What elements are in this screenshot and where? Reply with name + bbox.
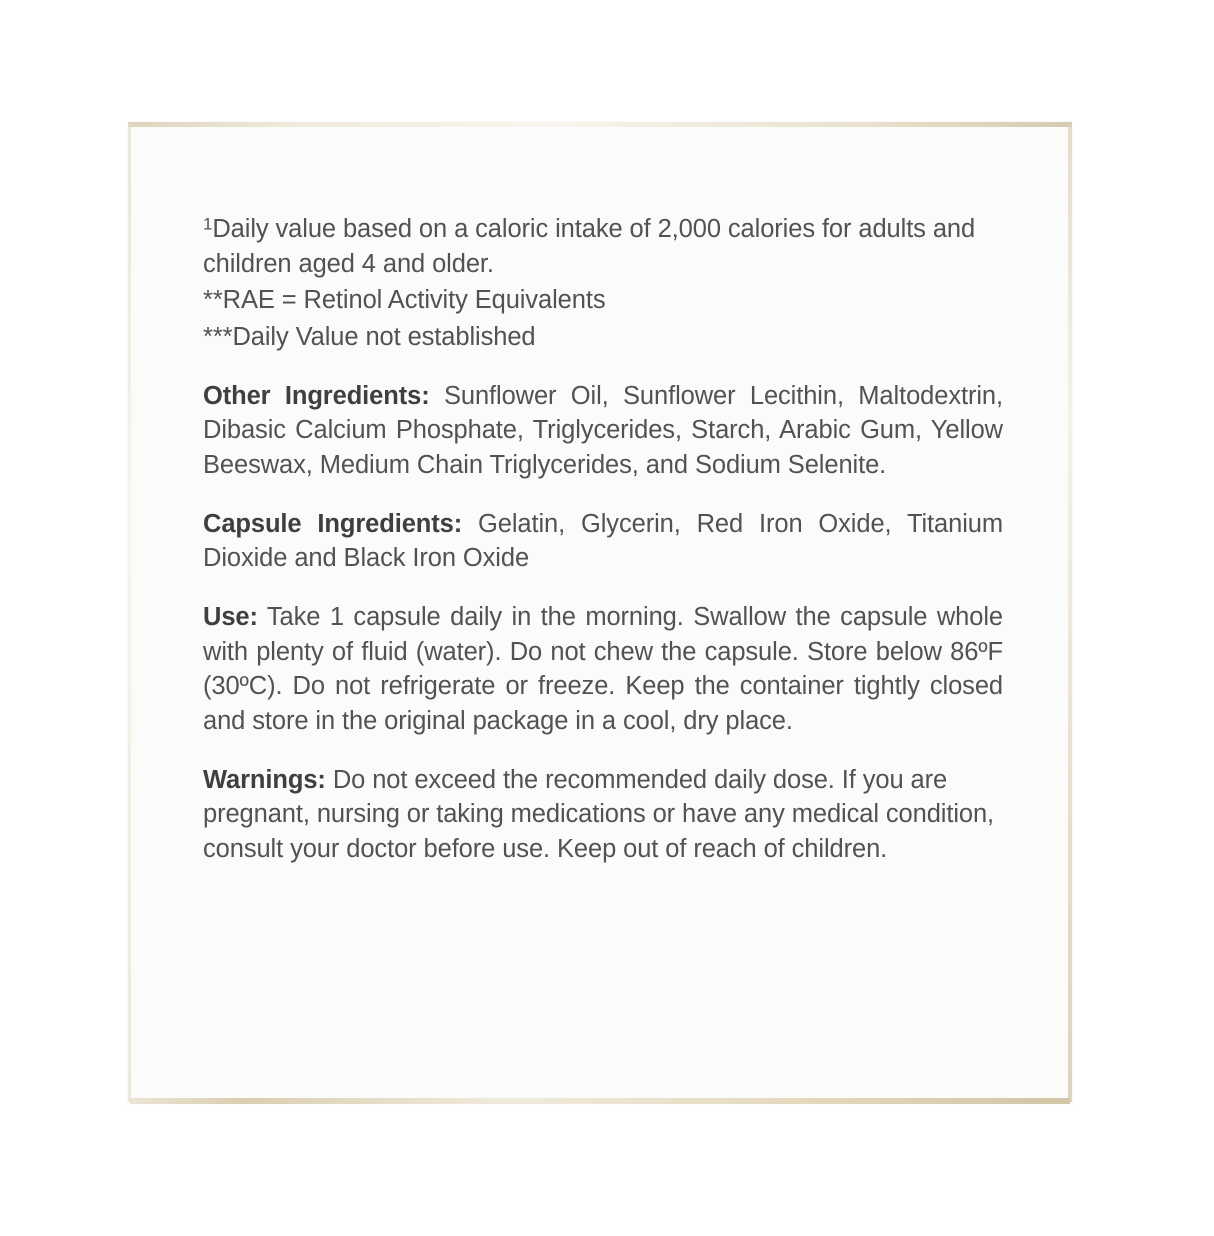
- footnotes-group: [203, 212, 1003, 355]
- section-use: [203, 600, 1003, 739]
- carton-right-edge: [1068, 124, 1072, 1102]
- section-other-ingredients-label: Other Ingredients:: [203, 381, 430, 410]
- section-warnings: [203, 763, 1003, 867]
- footnote-daily-value: [203, 212, 1003, 281]
- section-warnings-text: Do not exceed the recommended daily dose. If you are pregnant, nursing or taking medications or have any medical condition, consult your doctor before use. Keep out of reach of children.: [203, 765, 995, 864]
- carton-top-edge: [128, 122, 1072, 127]
- section-use-text: Take 1 capsule daily in the morning. Swallow the capsule whole with plenty of fluid (water). Do not chew the capsule. Store below 86ºF (30ºC). Do not refrigerate or freeze. Keep the container tightly closed and store in the original package in a cool, dry place.: [203, 603, 1003, 736]
- section-use-label: Use:: [203, 603, 258, 632]
- section-other-ingredients-text: Sunflower Oil, Sunflower Lecithin, Maltodextrin, Dibasic Calcium Phosphate, Triglycerides, Starch, Arabic Gum, Yellow Beeswax, Medium Chain Triglycerides, and Sodium Selenite.: [203, 381, 1003, 480]
- section-other-ingredients: [203, 379, 1003, 483]
- carton-bottom-edge: [130, 1098, 1070, 1104]
- carton-left-edge: [128, 124, 131, 1102]
- section-capsule-ingredients-text: Gelatin, Glycerin, Red Iron Oxide, Titanium Dioxide and Black Iron Oxide: [203, 509, 1003, 573]
- section-capsule-ingredients-label: Capsule Ingredients:: [203, 509, 463, 538]
- label-text-block: [203, 212, 1003, 867]
- footnote-dv-not-established: ***Daily Value not established: [203, 323, 536, 352]
- section-capsule-ingredients: [203, 507, 1003, 576]
- footnote-daily-value-text: Daily value based on a caloric intake of 2,000 calories for adults and children aged 4 and older.: [203, 215, 976, 278]
- footnote-rae: **RAE = Retinol Activity Equivalents: [203, 286, 606, 315]
- footnote-marker: 1: [203, 214, 213, 234]
- section-warnings-label: Warnings:: [203, 765, 326, 794]
